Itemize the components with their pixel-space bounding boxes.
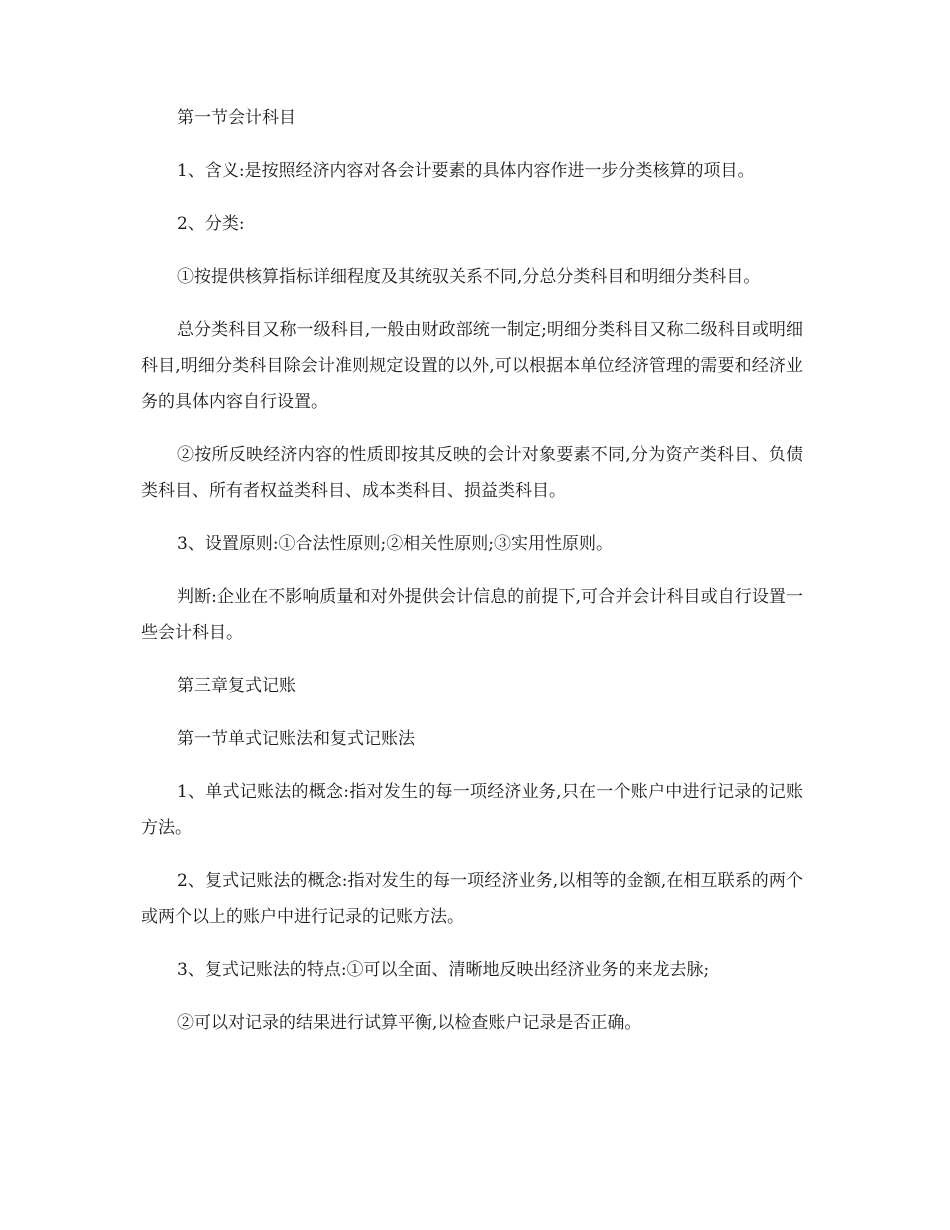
section-heading: 第一节单式记账法和复式记账法 (177, 729, 415, 749)
paragraph: 1、单式记账法的概念:指对发生的每一项经济业务,只在一个账户中进行记录的记账方法。 (141, 782, 803, 838)
paragraph: ①按提供核算指标详细程度及其统驭关系不同,分总分类科目和明细分类科目。 (177, 267, 761, 287)
paragraph: 总分类科目又称一级科目,一般由财政部统一制定;明细分类科目又称二级科目或明细科目,明细分类科目除会计准则规定设置的以外,可以根据本单位经济管理的需要和经济业务的具体内容自行设置。 (141, 320, 803, 412)
paragraph: 3、设置原则:①合法性原则;②相关性原则;③实用性原则。 (177, 534, 613, 554)
paragraph: 3、复式记账法的特点:①可以全面、清晰地反映出经济业务的来龙去脉; (177, 960, 710, 980)
chapter-heading: 第三章复式记账 (177, 676, 296, 696)
document-body (141, 100, 803, 1058)
paragraph: 1、含义:是按照经济内容对各会计要素的具体内容作进一步分类核算的项目。 (177, 161, 755, 181)
paragraph: 判断:企业在不影响质量和对外提供会计信息的前提下,可合并会计科目或自行设置一些会计科目。 (141, 587, 803, 643)
section-heading: 第一节会计科目 (177, 108, 296, 128)
paragraph: ②按所反映经济内容的性质即按其反映的会计对象要素不同,分为资产类科目、负债类科目、所有者权益类科目、成本类科目、损益类科目。 (141, 445, 803, 501)
paragraph: 2、复式记账法的概念:指对发生的每一项经济业务,以相等的金额,在相互联系的两个或两个以上的账户中进行记录的记账方法。 (141, 871, 803, 927)
paragraph: 2、分类: (177, 214, 245, 234)
paragraph: ②可以对记录的结果进行试算平衡,以检查账户记录是否正确。 (177, 1013, 642, 1033)
